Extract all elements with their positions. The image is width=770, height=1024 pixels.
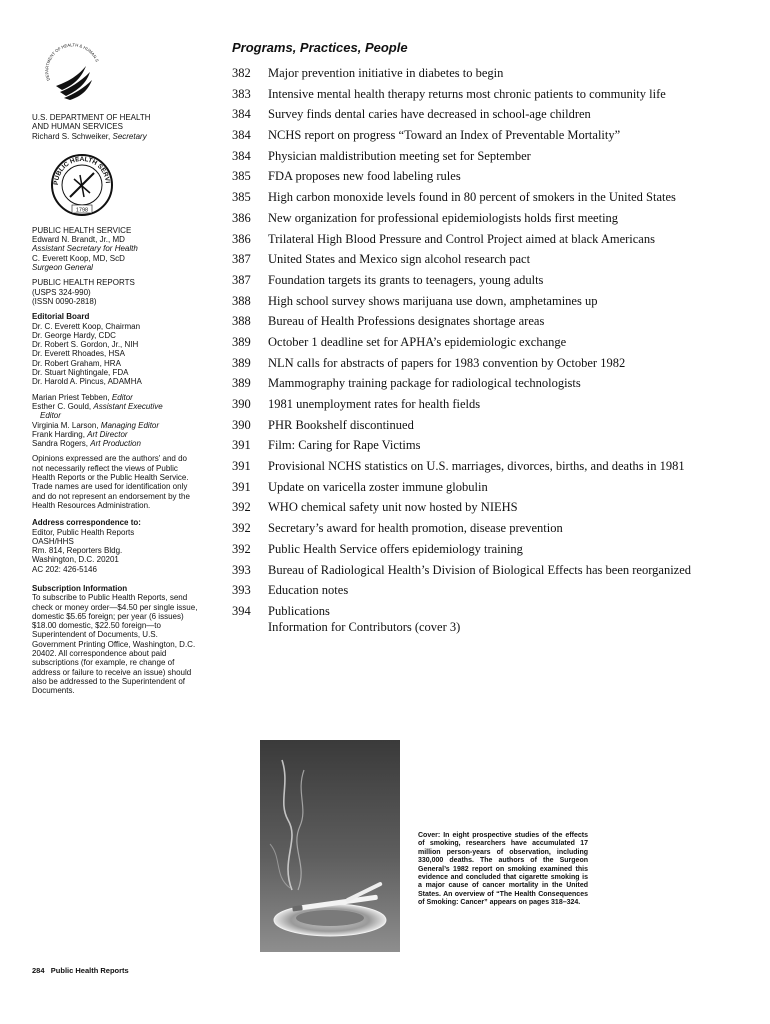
staff-line	[32, 421, 214, 430]
toc-entry-title[interactable]: Publications	[268, 603, 330, 618]
toc-entry-title[interactable]: Survey finds dental caries have decreased in school-age children	[268, 107, 591, 122]
phr-issn: (ISSN 0090-2818)	[32, 296, 97, 306]
toc-row	[232, 541, 724, 558]
toc-row	[232, 251, 724, 268]
board-member: Dr. George Hardy, CDC	[32, 330, 116, 340]
toc-entry-title[interactable]: Education notes	[268, 583, 349, 598]
section-title: Programs, Practices, People	[232, 40, 408, 55]
department-block	[32, 113, 214, 141]
phr-block	[32, 278, 214, 306]
toc-row	[232, 520, 724, 537]
toc-row	[232, 272, 724, 289]
toc-entry-title[interactable]: Provisional NCHS statistics on U.S. marriages, divorces, births, and deaths in 1981	[268, 459, 685, 474]
toc-entry-title[interactable]: Mammography training package for radiological technologists	[268, 376, 581, 391]
toc-entry-title[interactable]: Update on varicella zoster immune globulin	[268, 479, 488, 494]
secretary-title: Secretary	[112, 131, 147, 141]
toc-entry-title[interactable]: FDA proposes new food labeling rules	[268, 169, 461, 184]
toc-page-number: 388	[232, 293, 251, 308]
toc-row	[232, 619, 724, 636]
staff-role: Assistant Executive	[93, 401, 163, 411]
board-member: Dr. Stuart Nightingale, FDA	[32, 368, 129, 378]
toc-row	[232, 210, 724, 227]
toc-page-number: 388	[232, 314, 251, 329]
toc-entry-title[interactable]: Trilateral High Blood Pressure and Control Project aimed at black Americans	[268, 231, 655, 246]
toc-row	[232, 65, 724, 82]
toc-page-number: 383	[232, 86, 251, 101]
hhs-eagle-logo	[42, 42, 104, 104]
secretary-line	[32, 132, 214, 141]
phs-official-title: Assistant Secretary for Health	[32, 244, 138, 254]
staff-line	[32, 430, 214, 439]
toc-entry-title[interactable]: Public Health Service offers epidemiology training	[268, 541, 523, 556]
editorial-board	[32, 312, 214, 386]
toc-row	[232, 499, 724, 516]
toc-entry-title[interactable]: NLN calls for abstracts of papers for 1983 convention by October 1982	[268, 355, 626, 370]
toc-entry-title[interactable]: Foundation targets its grants to teenagers, young adults	[268, 272, 544, 287]
toc-row	[232, 189, 724, 206]
toc-page-number: 389	[232, 334, 251, 349]
staff-role: Art Director	[87, 429, 128, 439]
toc-entry-title[interactable]: Bureau of Radiological Health’s Division of Biological Effects has been reorganized	[268, 562, 692, 577]
toc-row	[232, 313, 724, 330]
toc-page-number: 386	[232, 231, 251, 246]
staff-name: Sandra Rogers,	[32, 439, 91, 449]
phs-block	[32, 226, 214, 272]
disclaimer-text: Opinions expressed are the authors' and do not necessarily reflect the views of Public Health Reports or the Public Health Service. Trade names are used for identification only and do not represent an endorsement by the Health Resources Administration.	[32, 454, 190, 510]
toc-row	[232, 458, 724, 475]
staff-role: Editor	[111, 392, 133, 402]
toc-row	[232, 168, 724, 185]
toc-row	[232, 355, 724, 372]
staff-role: Managing Editor	[100, 420, 160, 430]
board-member: Dr. C. Everett Koop, Chairman	[32, 321, 141, 331]
address-line: OASH/HHS	[32, 536, 74, 546]
address-line: AC 202: 426-5146	[32, 564, 97, 574]
toc-entry-title[interactable]: PHR Bookshelf discontinued	[268, 417, 414, 432]
toc-entry-title[interactable]: High school survey shows marijuana use down, amphetamines up	[268, 293, 598, 308]
toc-entry-title[interactable]: High carbon monoxide levels found in 80 percent of smokers in the United States	[268, 190, 676, 205]
toc-page-number: 387	[232, 252, 251, 267]
toc-entry-title[interactable]: Secretary’s award for health promotion, disease prevention	[268, 521, 563, 536]
phs-seal-icon	[50, 153, 114, 217]
subscription-text: To subscribe to Public Health Reports, send check or money order—$4.50 per single issue, domestic $5.65 foreign; per year (6 issues) $18.00 domestic, $22.50 foreign—to Superintendent of Documents, U.S. Government Printing Office, Washington, D.C. 20402. All correspondence about paid subscriptions (for example, re change of address or failure to receive an issue) should also be addressed to the Superintendent of Documents.	[32, 593, 198, 696]
page-footer	[32, 966, 129, 975]
toc-entry-title[interactable]: Information for Contributors (cover 3)	[268, 620, 461, 635]
toc-row	[232, 603, 724, 620]
board-member: Dr. Harold A. Pincus, ADAMHA	[32, 377, 142, 387]
department-line: AND HUMAN SERVICES	[32, 122, 123, 132]
toc-page-number: 385	[232, 169, 251, 184]
toc-row	[232, 582, 724, 599]
toc-row	[232, 231, 724, 248]
toc-page-number: 390	[232, 417, 251, 432]
phr-usps: (USPS 324-990)	[32, 287, 91, 297]
address-block	[32, 518, 214, 574]
subscription-heading: Subscription Information	[32, 583, 128, 593]
toc-entry-title[interactable]: Bureau of Health Professions designates shortage areas	[268, 314, 545, 329]
address-heading: Address correspondence to:	[32, 518, 141, 528]
contents-column	[232, 40, 724, 640]
address-line: Rm. 814, Reporters Bldg.	[32, 546, 123, 556]
toc-page-number: 384	[232, 128, 251, 143]
toc-page-number: 392	[232, 500, 251, 515]
staff-name: Virginia M. Larson,	[32, 420, 101, 430]
toc-page-number: 391	[232, 438, 251, 453]
toc-entry-title[interactable]: October 1 deadline set for APHA’s epidemiologic exchange	[268, 334, 567, 349]
toc-page-number: 389	[232, 376, 251, 391]
toc-page-number: 392	[232, 521, 251, 536]
toc-entry-title[interactable]: NCHS report on progress “Toward an Index of Preventable Mortality”	[268, 128, 621, 143]
toc-row	[232, 417, 724, 434]
staff-name: Esther C. Gould,	[32, 401, 94, 411]
toc-page-number: 392	[232, 541, 251, 556]
phs-official-name: C. Everett Koop, MD, ScD	[32, 253, 125, 263]
footer-page-number: 284	[32, 966, 45, 975]
toc-page-number: 393	[232, 562, 251, 577]
cover-photo-ashtray-smoke	[260, 740, 400, 952]
toc-entry-title[interactable]: 1981 unemployment rates for health fields	[268, 397, 481, 411]
toc-page-number: 384	[232, 148, 251, 163]
toc-page-number: 385	[232, 190, 251, 205]
phs-official-name: Edward N. Brandt, Jr., MD	[32, 235, 125, 245]
masthead-sidebar	[32, 42, 214, 696]
staff-line	[32, 393, 214, 402]
svg-text:PUBLIC HEALTH SERVICE: PUBLIC HEALTH SERVI	[52, 155, 111, 186]
board-member: Dr. Robert S. Gordon, Jr., NIH	[32, 340, 139, 350]
toc-page-number: 387	[232, 272, 251, 287]
toc-row	[232, 106, 724, 123]
toc-row	[232, 562, 724, 579]
toc-page-number: 382	[232, 66, 251, 80]
toc-row	[232, 334, 724, 351]
toc-page-number: 389	[232, 355, 251, 370]
toc-row	[232, 148, 724, 165]
toc-row	[232, 127, 724, 144]
toc-page-number: 394	[232, 603, 251, 618]
toc-page-number: 391	[232, 479, 251, 494]
toc-entry-title[interactable]: New organization for professional epidemiologists holds first meeting	[268, 210, 619, 225]
phs-heading: PUBLIC HEALTH SERVICE	[32, 225, 132, 235]
toc-row	[232, 293, 724, 310]
toc-entry-title[interactable]: Film: Caring for Rape Victims	[268, 438, 421, 453]
footer-journal-name: Public Health Reports	[50, 966, 129, 975]
toc-page-number: 393	[232, 583, 251, 598]
staff-role: Editor	[40, 411, 61, 421]
toc-entry-title[interactable]: United States and Mexico sign alcohol research pact	[268, 252, 531, 267]
address-line: Editor, Public Health Reports	[32, 527, 135, 537]
editorial-board-heading: Editorial Board	[32, 312, 90, 322]
toc-entry-title[interactable]: Major prevention initiative in diabetes to begin	[268, 66, 504, 80]
svg-text:1798: 1798	[75, 207, 89, 214]
subscription-block	[32, 584, 214, 696]
toc-row	[232, 375, 724, 392]
toc-page-number: 390	[232, 397, 251, 411]
board-member: Dr. Robert Graham, HRA	[32, 358, 121, 368]
phs-official-title: Surgeon General	[32, 263, 93, 273]
toc-page-number: 386	[232, 210, 251, 225]
svg-text:DEPARTMENT OF HEALTH & HUMAN S: DEPARTMENT OF HEALTH & HUMAN S	[44, 42, 100, 82]
staff-line	[32, 411, 214, 420]
toc-page-number: 391	[232, 459, 251, 474]
toc-row	[232, 86, 724, 103]
board-member: Dr. Everett Rhoades, HSA	[32, 349, 125, 359]
toc-entry-title[interactable]: Physician maldistribution meeting set for September	[268, 148, 531, 163]
toc-row	[232, 479, 724, 496]
staff-line	[32, 439, 214, 448]
address-line: Washington, D.C. 20201	[32, 555, 119, 565]
toc-row	[232, 396, 724, 413]
staff-list	[32, 393, 214, 449]
staff-line	[32, 402, 214, 411]
cover-caption: Cover: In eight prospective studies of the effects of smoking, researchers have accumulated 17 million person-years of observation, including 330,000 deaths. The authors of the Surgeon General’s 1982 report on smoking examined this evidence and concluded that cigarette smoking is a major cause of cancer mortality in the United States. An overview of “The Health Consequences of Smoking: Cancer” appears on pages 318–324.	[418, 832, 588, 907]
staff-name: Frank Harding,	[32, 429, 88, 439]
toc-row	[232, 437, 724, 454]
toc-page-number: 384	[232, 107, 251, 122]
toc-list	[232, 65, 724, 636]
department-line: U.S. DEPARTMENT OF HEALTH	[32, 113, 151, 122]
secretary-name: Richard S. Schweiker,	[32, 131, 113, 141]
toc-entry-title[interactable]: WHO chemical safety unit now hosted by NIEHS	[268, 500, 518, 515]
phr-heading: PUBLIC HEALTH REPORTS	[32, 278, 135, 288]
toc-entry-title[interactable]: Intensive mental health therapy returns most chronic patients to community life	[268, 86, 666, 101]
staff-role: Art Production	[90, 439, 141, 449]
staff-name: Marian Priest Tebben,	[32, 392, 112, 402]
